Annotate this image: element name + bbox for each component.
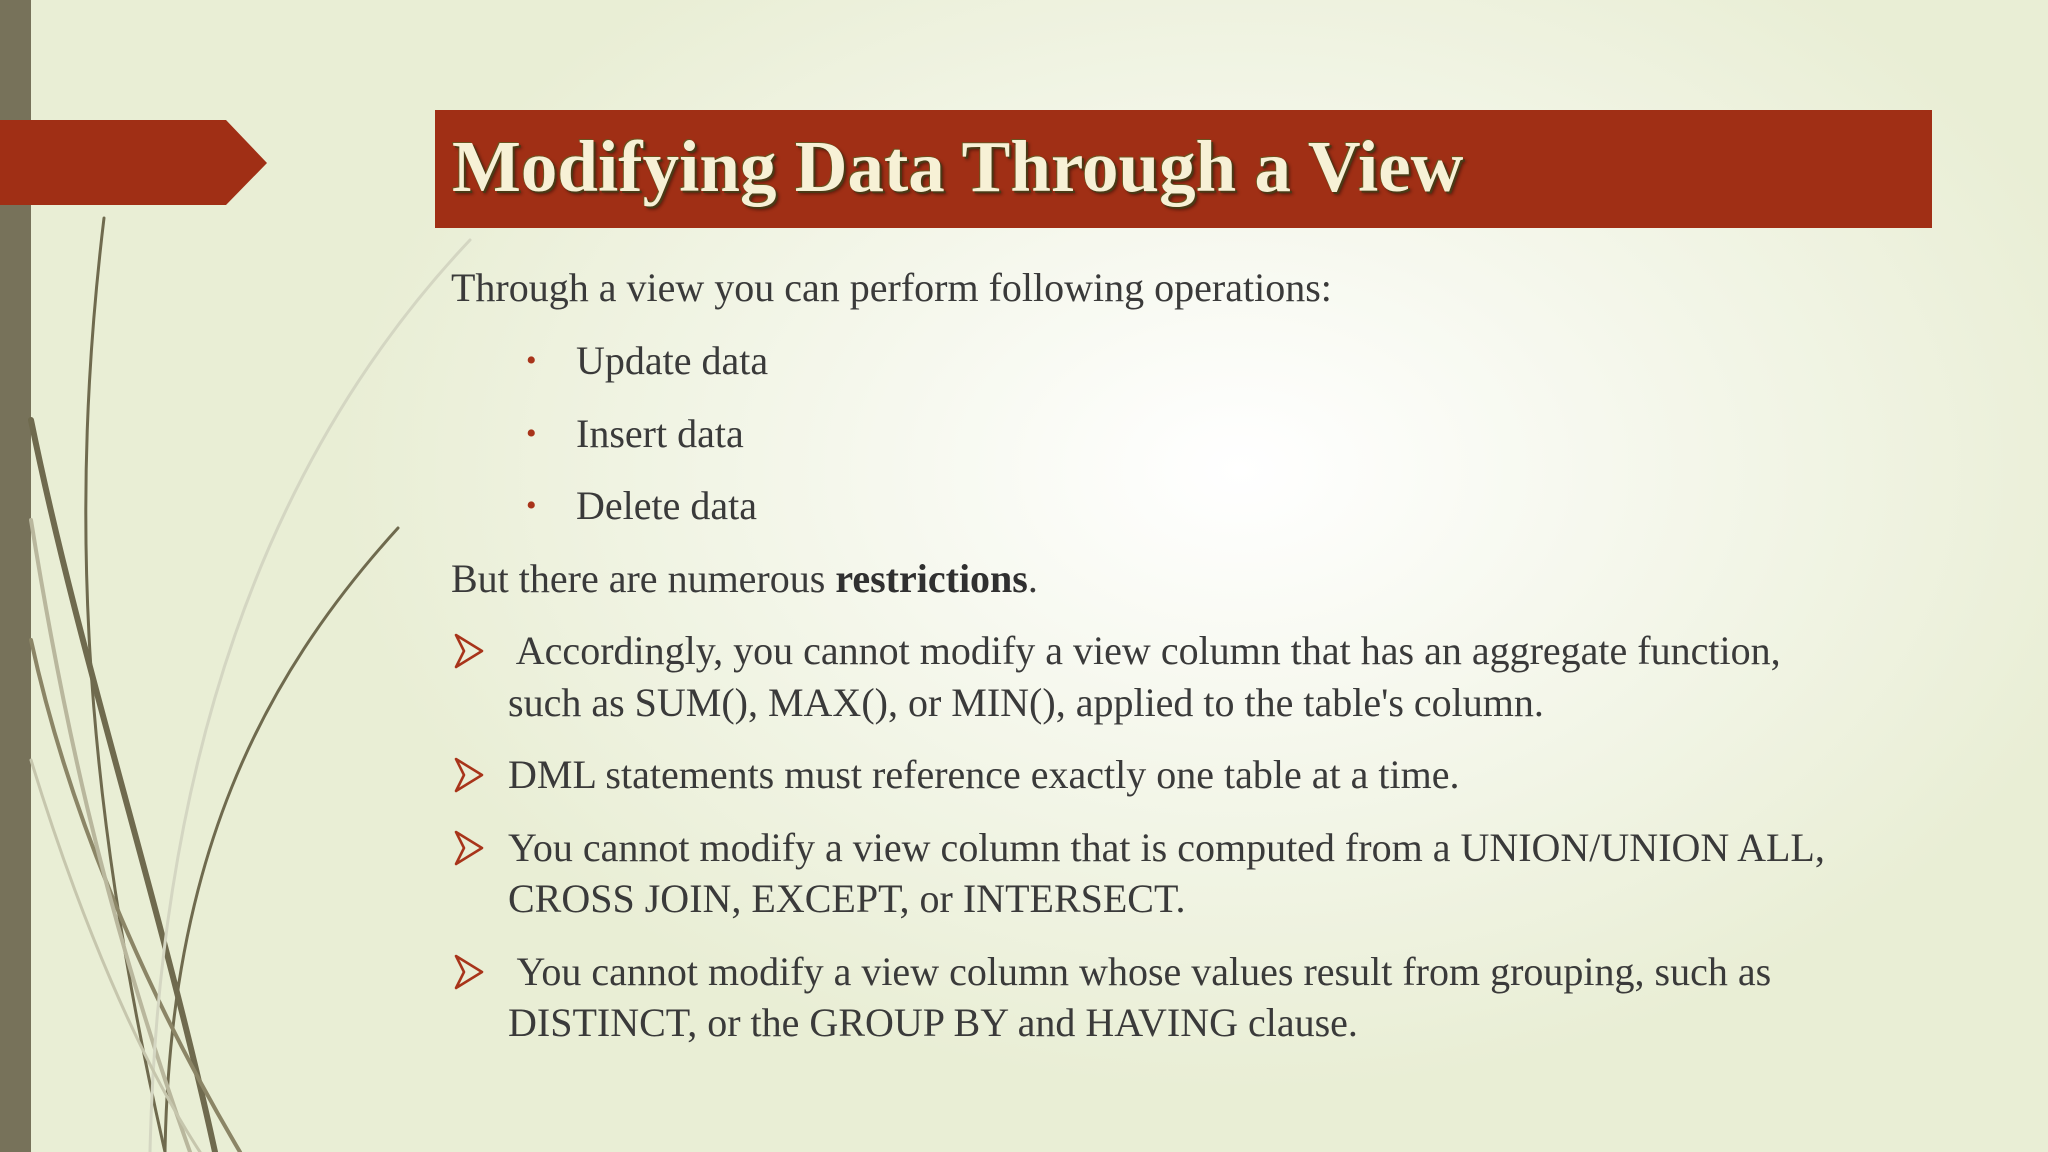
rule-line: such as SUM(), MAX(), or MIN(), applied to the table's column. [508, 680, 1544, 725]
rule-line: DISTINCT, or the GROUP BY and HAVING clause. [508, 1000, 1358, 1045]
bullet-dot-icon: • [526, 344, 537, 377]
curve-3 [165, 528, 398, 1152]
rule-line: DML statements must reference exactly one table at a time. [508, 752, 1460, 797]
arrowhead-icon [454, 954, 484, 990]
operation-item: Update data [576, 338, 769, 383]
arrowhead-icon [454, 757, 484, 793]
operation-item: Delete data [576, 483, 757, 528]
bullet-dot-icon: • [526, 489, 537, 522]
curve-1 [31, 420, 215, 1152]
restrictions-line [451, 554, 1038, 604]
curve-6 [150, 240, 470, 1152]
intro-text: Through a view you can perform following operations: [451, 265, 1332, 310]
rule-line: You cannot modify a view column that is computed from a UNION/UNION ALL, [508, 825, 1825, 870]
restrictions-prefix: But there are numerous [451, 556, 836, 601]
restrictions-suffix: . [1027, 556, 1038, 601]
bullet-dot-icon: • [526, 417, 537, 450]
arrowhead-icon [454, 633, 484, 669]
operation-item: Insert data [576, 411, 744, 456]
red-arrow-tab [0, 120, 267, 205]
rule-line: You cannot modify a view column whose values result from grouping, such as [508, 949, 1772, 994]
restrictions-bold: restrictions [835, 556, 1028, 601]
curve-7 [31, 760, 200, 1152]
rule-line: CROSS JOIN, EXCEPT, or INTERSECT. [508, 876, 1186, 921]
arrowhead-icon [454, 830, 484, 866]
rule-line: Accordingly, you cannot modify a view column that has an aggregate function, [508, 628, 1781, 673]
slide-title: Modifying Data Through a View [452, 126, 1464, 207]
